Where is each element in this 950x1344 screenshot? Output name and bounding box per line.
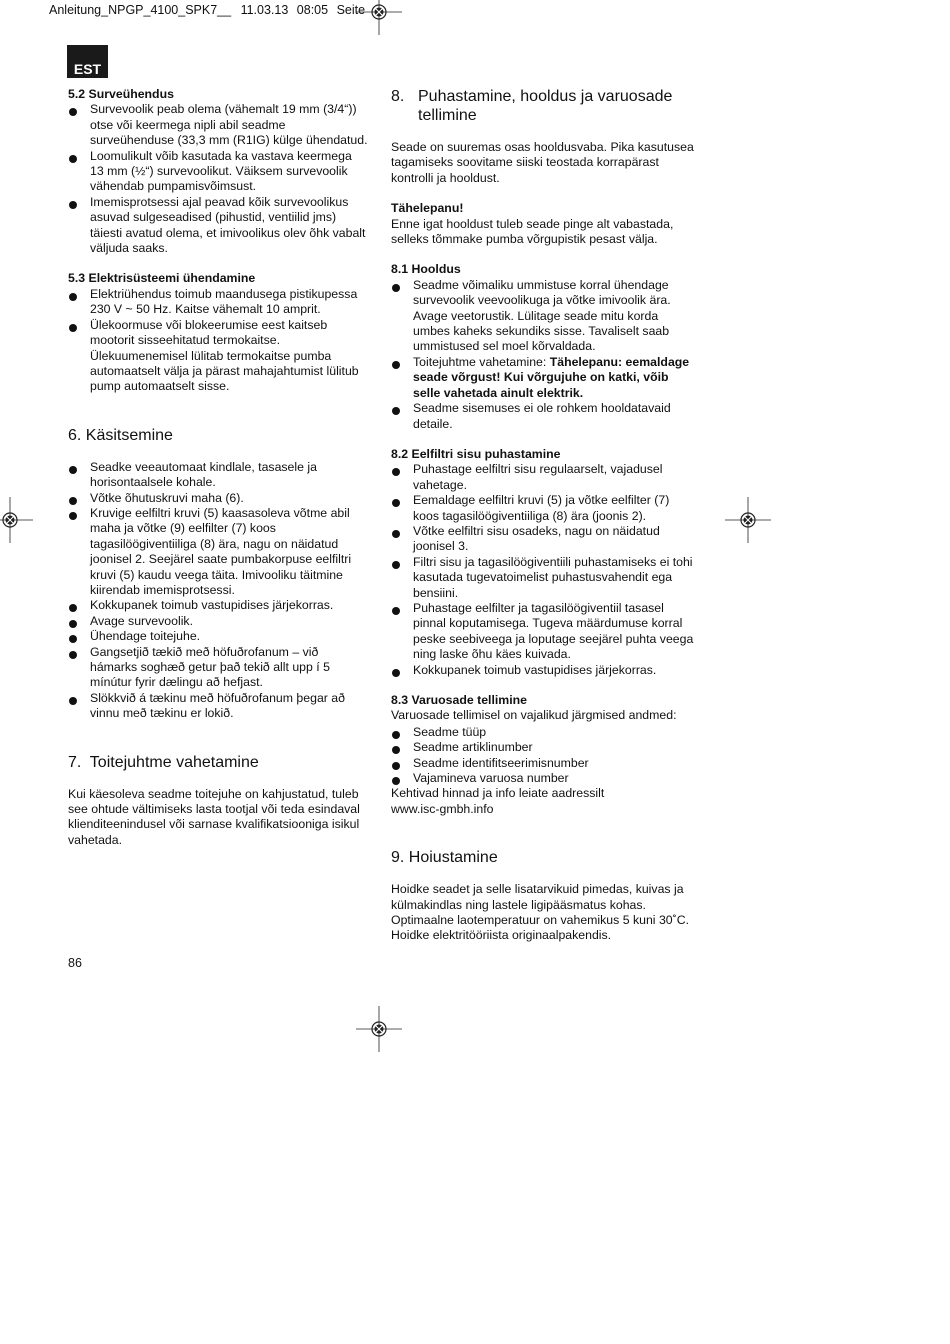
list-item: Elektriühendus toimub maandusega pistikupessa 230 V ~ 50 Hz. Kaitse vähemalt 10 amprit. — [68, 287, 368, 318]
section-5-3-list — [68, 287, 368, 395]
list-item: Seadme artiklinumber — [391, 740, 696, 755]
list-item: Kokkupanek toimub vastupidises järjekorras. — [68, 598, 368, 613]
section-7-text: Kui käesoleva seadme toitejuhe on kahjustatud, tuleb see ohtude vältimiseks lasta tootjal või teda esindaval klienditeenindusel või sarnase kvalifikatsiooniga isikul vahetada. — [68, 786, 360, 847]
section-6-title: 6. Käsitsemine — [68, 426, 173, 444]
list-item-warning: Tähelepanu: eemaldage seade võrgust! Kui võrgujuhe on katki, võib selle vahetada ainult elektrik. — [413, 354, 690, 400]
section-8-2-title: 8.2 Eelfiltri sisu puhastamine — [391, 446, 561, 461]
print-date: 11.03.13 — [240, 3, 289, 17]
section-5-2-list — [68, 102, 368, 256]
list-item: Seadme tüüp — [391, 725, 696, 740]
registration-mark-bottom — [356, 1006, 402, 1052]
attention-text: Enne igat hooldust tuleb seade pinge alt vabastada, selleks tõmmake pumba võrgupistik pesast välja. — [391, 216, 674, 247]
section-8-3-title: 8.3 Varuosade tellimine — [391, 693, 528, 707]
website-link: www.isc-gmbh.info — [391, 801, 494, 816]
section-8-1-title: 8.1 Hooldus — [391, 262, 461, 277]
page-number: 86 — [68, 956, 82, 970]
list-item: Filtri sisu ja tagasilöögiventiili puhastamiseks ei tohi kasutada tugevatoimelist puhastusvahendit ega bensiini. — [391, 555, 696, 601]
section-5-2-title: 5.2 Surveühendus — [68, 87, 174, 101]
section-8-intro: Seade on suuremas osas hooldusvaba. Pika kasutusea tagamiseks soovitame siiski teostada korrapärast kontrolli ja hooldust. — [391, 140, 694, 185]
list-item: Seadke veeautomaat kindlale, tasasele ja horisontaalsele kohale. — [68, 460, 368, 491]
section-9-title: 9. Hoiustamine — [391, 849, 498, 867]
section-7-heading: Toitejuhtme vahetamine — [89, 753, 259, 771]
list-item: Slökkvið á tækinu með höfuðrofanum þegar að vinnu með tækinu er lokið. — [68, 691, 368, 722]
list-item: Seadme sisemuses ei ole rohkem hooldatavaid detaile. — [391, 401, 696, 432]
list-item: Puhastage eelfilter ja tagasilöögiventiil tasasel pinnal koputamisega. Tugeva määrdumuse korral peske seebiveega ja loputage seejärel puhta veega ning laske õhu käes kuivada. — [391, 601, 696, 663]
print-filename: Anleitung_NPGP_4100_SPK7__ — [49, 3, 232, 17]
print-time: 08:05 — [296, 3, 329, 17]
list-item: Võtke eelfiltri sisu osadeks, nagu on näidatud joonisel 3. — [391, 524, 696, 555]
list-item — [391, 355, 696, 401]
list-item: Kruvige eelfiltri kruvi (5) kaasasoleva võtme abil maha ja võtke (9) eelfilter (7) koos tagasilöögiventiiliga (8) ära, nagu on näidatud joonisel 2. Seejärel saate pumbakorpuse eelfiltri kruvi (5) kaudu veega täita. Imivooliku täitmine kiirendab imemisprotsessi. — [68, 506, 368, 598]
list-item: Seadme identifitseerimisnumber — [391, 756, 696, 771]
attention-title: Tähelepanu! — [391, 201, 464, 216]
list-item: Võtke õhutuskruvi maha (6). — [68, 491, 368, 506]
list-item: Loomulikult võib kasutada ka vastava keermega 13 mm (½“) survevoolikut. Väiksem survevoolik vähendab pumpamisvõimsust. — [68, 149, 368, 195]
section-7-number: 7. — [68, 753, 82, 771]
section-8-heading: Puhastamine, hooldus ja varuosade tellimine — [418, 88, 673, 124]
section-6-list — [68, 460, 368, 722]
section-7-title — [68, 753, 368, 772]
section-5-3-title: 5.3 Elektrisüsteemi ühendamine — [68, 271, 256, 286]
list-item: Ülekoormuse või blokeerumise eest kaitseb mootorit sisseehitatud termokaitse. Ülekuumenemisel lülitab termokaitse pumba automaatselt välja ja pärast mahajahtumist lülitub pump automaatselt sisse. — [68, 318, 368, 395]
list-item: Seadme võimaliku ummistuse korral ühendage survevoolik veevoolikuga ja võtke imivoolik ära. Avage veetorustik. Lülitage seade mitu korda umbes kaheks sekundiks sisse. Tavaliselt saab ummistused sel moel kõrvaldada. — [391, 278, 696, 355]
section-9-text: Hoidke seadet ja selle lisatarvikuid pimedas, kuivas ja külmakindlas ning lastele ligipääsmatus kohas. Optimaalne laotemperatuur on vahemikus 5 kuni 30˚C. Hoidke elektritööriista originaalpakendis. — [391, 882, 690, 943]
section-8-title — [391, 87, 696, 125]
section-8-3-list — [391, 725, 696, 787]
list-item: Survevoolik peab olema (vähemalt 19 mm (3/4“)) otse või keermega nipli abil seadme surveühenduse (33,3 mm (R1IG) külge ühendatud. — [68, 102, 368, 148]
section-8-3-outro: Kehtivad hinnad ja info leiate aadressilt — [391, 786, 605, 801]
list-item: Imemisprotsessi ajal peavad kõik survevoolikus asuvad sulgeseadised (pihustid, ventiilid jms) täiesti avatud olema, et imivoolikus olev õhk vabalt väljuda saaks. — [68, 195, 368, 257]
right-column — [391, 87, 696, 944]
list-item: Kokkupanek toimub vastupidises järjekorras. — [391, 663, 696, 678]
list-item: Eemaldage eelfiltri kruvi (5) ja võtke eelfilter (7) koos tagasilöögiventiiliga (8) ära (joonis 2). — [391, 493, 696, 524]
list-item-prefix: Toitejuhtme vahetamine: — [413, 354, 550, 369]
list-item: Vajamineva varuosa number — [391, 771, 696, 786]
section-8-2-list — [391, 462, 696, 678]
section-8-3-intro: Varuosade tellimisel on vajalikud järgmised andmed: — [391, 708, 677, 723]
list-item: Gangsetjið tækið með höfuðrofanum – við hámarks soghæð getur það tekið allt upp í 5 mínútur fyrir dælingu að hefjast. — [68, 645, 368, 691]
registration-mark-top — [356, 0, 402, 35]
left-column — [68, 87, 368, 848]
section-8-1-list — [391, 278, 696, 432]
list-item: Puhastage eelfiltri sisu regulaarselt, vajadusel vahetage. — [391, 462, 696, 493]
registration-mark-left — [0, 497, 33, 543]
list-item: Ühendage toitejuhe. — [68, 629, 368, 644]
print-slug — [49, 3, 365, 17]
registration-mark-right — [725, 497, 771, 543]
list-item: Avage survevoolik. — [68, 614, 368, 629]
language-badge: EST — [67, 45, 108, 78]
print-seite: Seite — [336, 3, 366, 17]
section-8-number: 8. — [391, 88, 405, 105]
